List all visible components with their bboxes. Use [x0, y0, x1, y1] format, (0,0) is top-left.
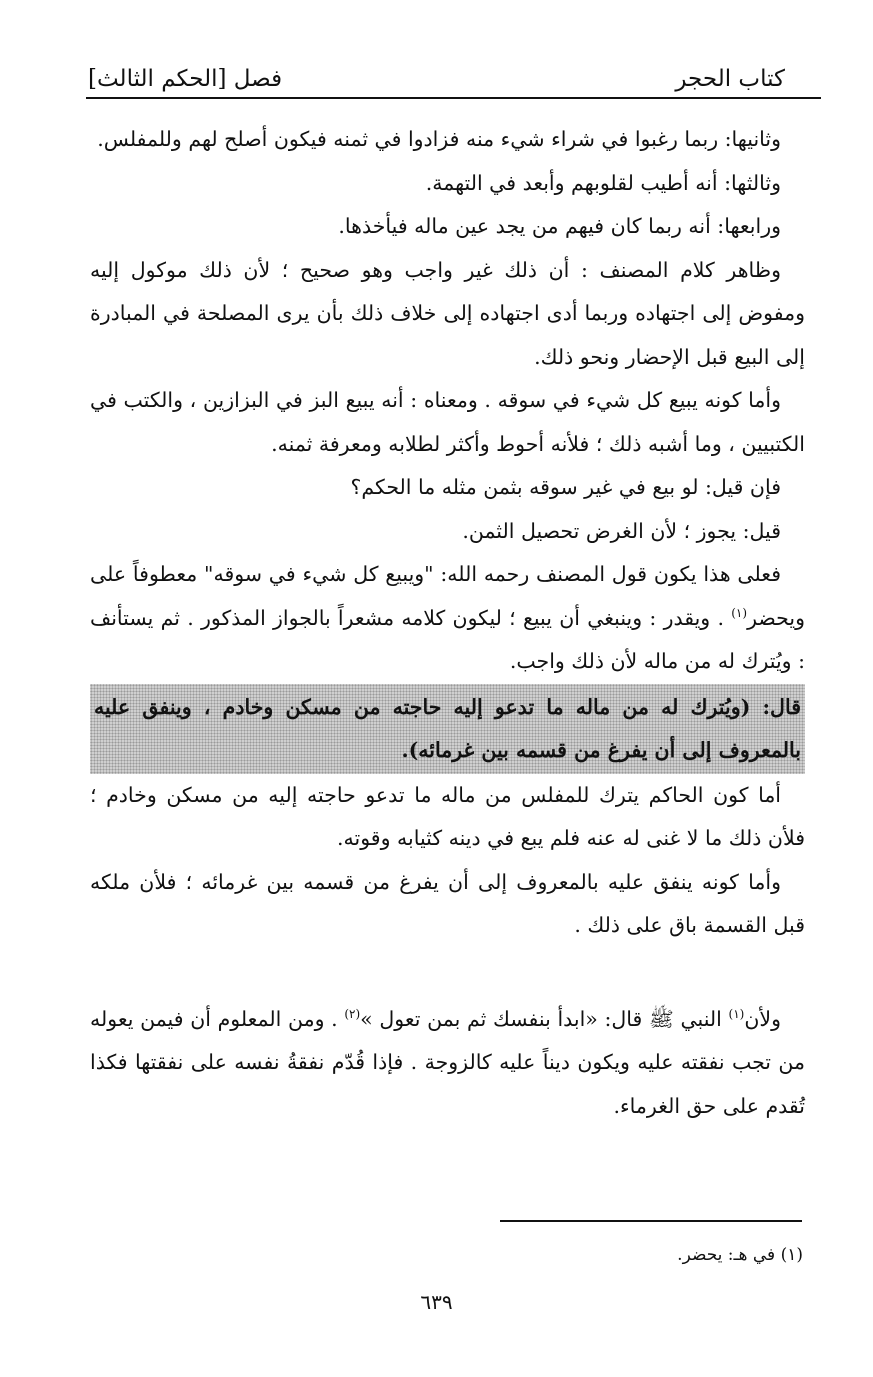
book-title: كتاب الحجر	[675, 66, 785, 92]
header-rule	[86, 97, 821, 99]
paragraph	[90, 553, 805, 684]
paragraph: أما كون الحاكم يترك للمفلس من ماله ما تدعو حاجته إليه من مسكن وخادم ؛ فلأن ذلك ما لا غنى له عنه فلم يبع في دينه كثيابه وقوته.	[90, 782, 805, 850]
footnote-marker: (١)	[728, 1006, 745, 1021]
footnote: (١) في هـ: يحضر.	[677, 1245, 803, 1265]
paragraph-text: . ويقدر : وينبغي أن يبيع ؛ ليكون كلامه مشعراً بالجواز المذكور . ثم يستأنف : ويُترك له من ماله لأن ذلك واجب.	[90, 605, 805, 673]
paragraph: وظاهر كلام المصنف : أن ذلك غير واجب وهو صحيح ؛ لأن ذلك موكول إليه ومفوض إلى اجتهاده وربما أدى اجتهاده إلى خلاف ذلك بأن يرى المصلحة في المبادرة إلى البيع قبل الإحضار ونحو ذلك.	[90, 257, 805, 369]
paragraph: فإن قيل: لو بيع في غير سوقه بثمن مثله ما الحكم؟	[350, 475, 781, 499]
footnote-marker: (١)	[731, 605, 748, 620]
paragraph: وأما كونه يبيع كل شيء في سوقه . ومعناه : أنه يبيع البز في البزازين ، والكتب في الكتبيين ، وما أشبه ذلك ؛ فلأنه أحوط وأكثر لطلابه ومعرفة ثمنه.	[90, 388, 805, 456]
main-text	[90, 118, 805, 1128]
quoted-matn-box: قال: (ويُترك له من ماله ما تدعو إليه حاجته من مسكن وخادم ، وينفق عليه بالمعروف إلى أن يفرغ من قسمه بين غرمائه).	[90, 684, 805, 774]
paragraph	[90, 998, 805, 1129]
footnote-marker: (٢)	[344, 1006, 361, 1021]
paragraph: وأما كونه ينفق عليه بالمعروف إلى أن يفرغ من قسمه بين غرمائه ؛ فلأن ملكه قبل القسمة باق على ذلك .	[90, 869, 805, 937]
paragraph-text: . ومن المعلوم أن فيمن يعوله من تجب نفقته عليه ويكون ديناً عليه كالزوجة . فإذا قُدّم نفقةُ نفسه على نفقتها فكذا تُقدم على حق الغرماء.	[90, 1006, 805, 1118]
paragraph-text: فعلى هذا يكون قول المصنف رحمه الله: "ويبيع كل شيء في سوقه" معطوفاً على ويحضر	[90, 562, 805, 630]
paragraph-text: النبي ﷺ قال: «ابدأ بنفسك ثم بمن تعول »	[360, 1006, 729, 1031]
footnote-rule	[500, 1220, 802, 1222]
running-header	[88, 52, 785, 92]
blank-space	[90, 948, 805, 998]
paragraph: ورابعها: أنه ربما كان فيهم من يجد عين ماله فيأخذها.	[338, 214, 781, 238]
paragraph: قيل: يجوز ؛ لأن الغرض تحصيل الثمن.	[462, 518, 781, 543]
paragraph: وثانيها: ربما رغبوا في شراء شيء منه فزادوا في ثمنه فيكون أصلح لهم وللمفلس.	[97, 127, 781, 151]
section-title: فصل [الحكم الثالث]	[88, 66, 283, 92]
paragraph-text: ولأن	[744, 1006, 781, 1031]
page-number: ٦٣٩	[420, 1290, 453, 1314]
paragraph: وثالثها: أنه أطيب لقلوبهم وأبعد في التهمة.	[425, 170, 781, 195]
